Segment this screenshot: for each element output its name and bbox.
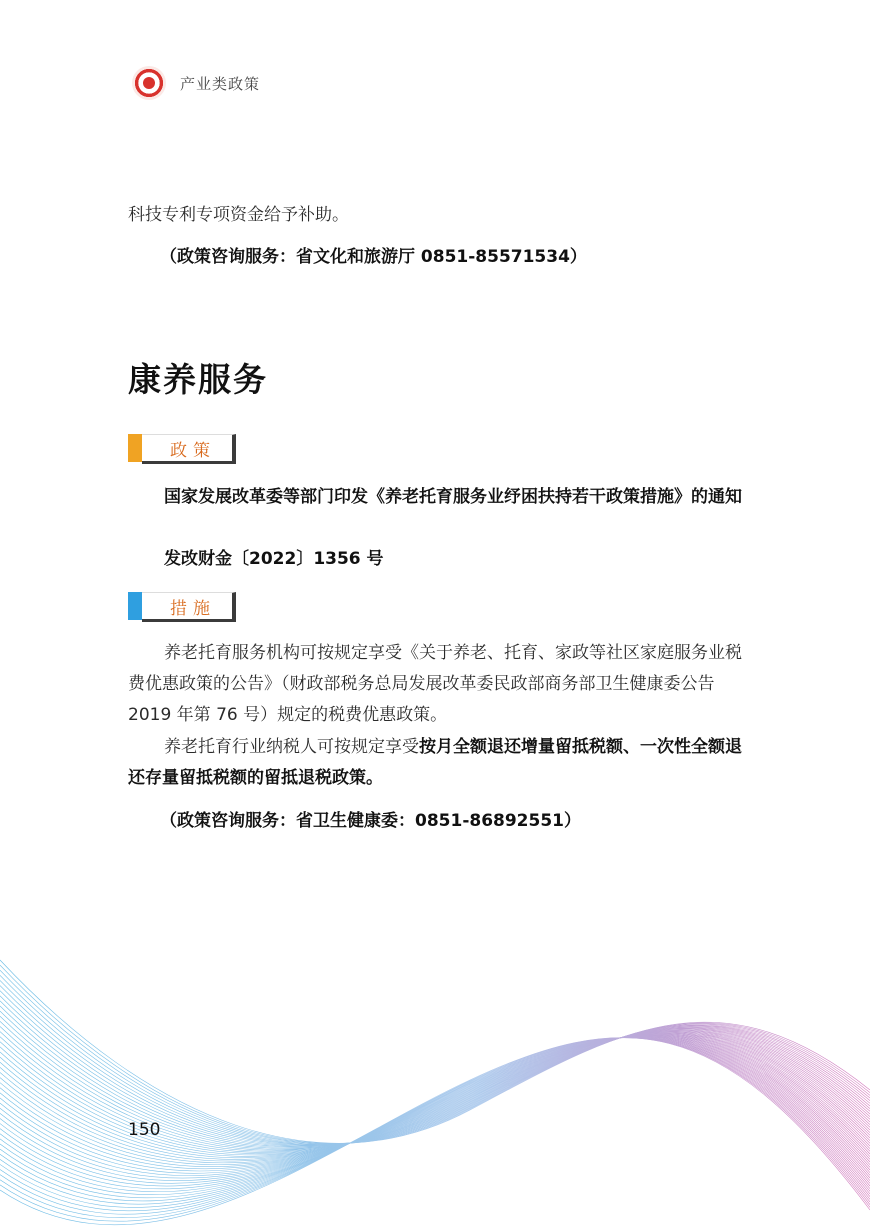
policy-tag: [128, 434, 234, 462]
measures-paragraph-2-emphasis: 按月全额退还增量留抵税额、一次性全额退还存量留抵税额的留抵退税政策。: [128, 737, 742, 788]
intro-line: 科技专利专项资金给予补助。: [128, 205, 349, 225]
org-logo-icon: [132, 66, 166, 100]
measures-tag-label: 措施: [170, 599, 216, 619]
measures-paragraph-2-intro: 养老托育行业纳税人可按规定享受: [164, 737, 419, 757]
contact-info-health: （政策咨询服务：省卫生健康委：0851-86892551）: [160, 811, 581, 831]
page-header: [132, 66, 260, 100]
measures-paragraph-1: 养老托育服务机构可按规定享受《关于养老、托育、家政等社区家庭服务业税费优惠政策的公告》（财政部税务总局发展改革委民政部商务部卫生健康委公告 2019 年第 76 号）规定的税费优惠政策。: [128, 643, 742, 725]
measures-paragraph-2: [128, 732, 742, 794]
header-title: 产业类政策: [180, 74, 261, 93]
decorative-waves: [0, 940, 870, 1228]
policy-tag-label: 政策: [170, 441, 216, 461]
measures-tag: [128, 592, 234, 620]
section-title: 康养服务: [128, 360, 268, 399]
policy-title: 国家发展改革委等部门印发《养老托育服务业纾困扶持若干政策措施》的通知: [164, 487, 742, 507]
policy-number: 发改财金〔2022〕1356 号: [164, 549, 384, 569]
page-number: 150: [128, 1120, 161, 1140]
contact-info-culture: （政策咨询服务：省文化和旅游厅 0851-85571534）: [160, 247, 587, 267]
